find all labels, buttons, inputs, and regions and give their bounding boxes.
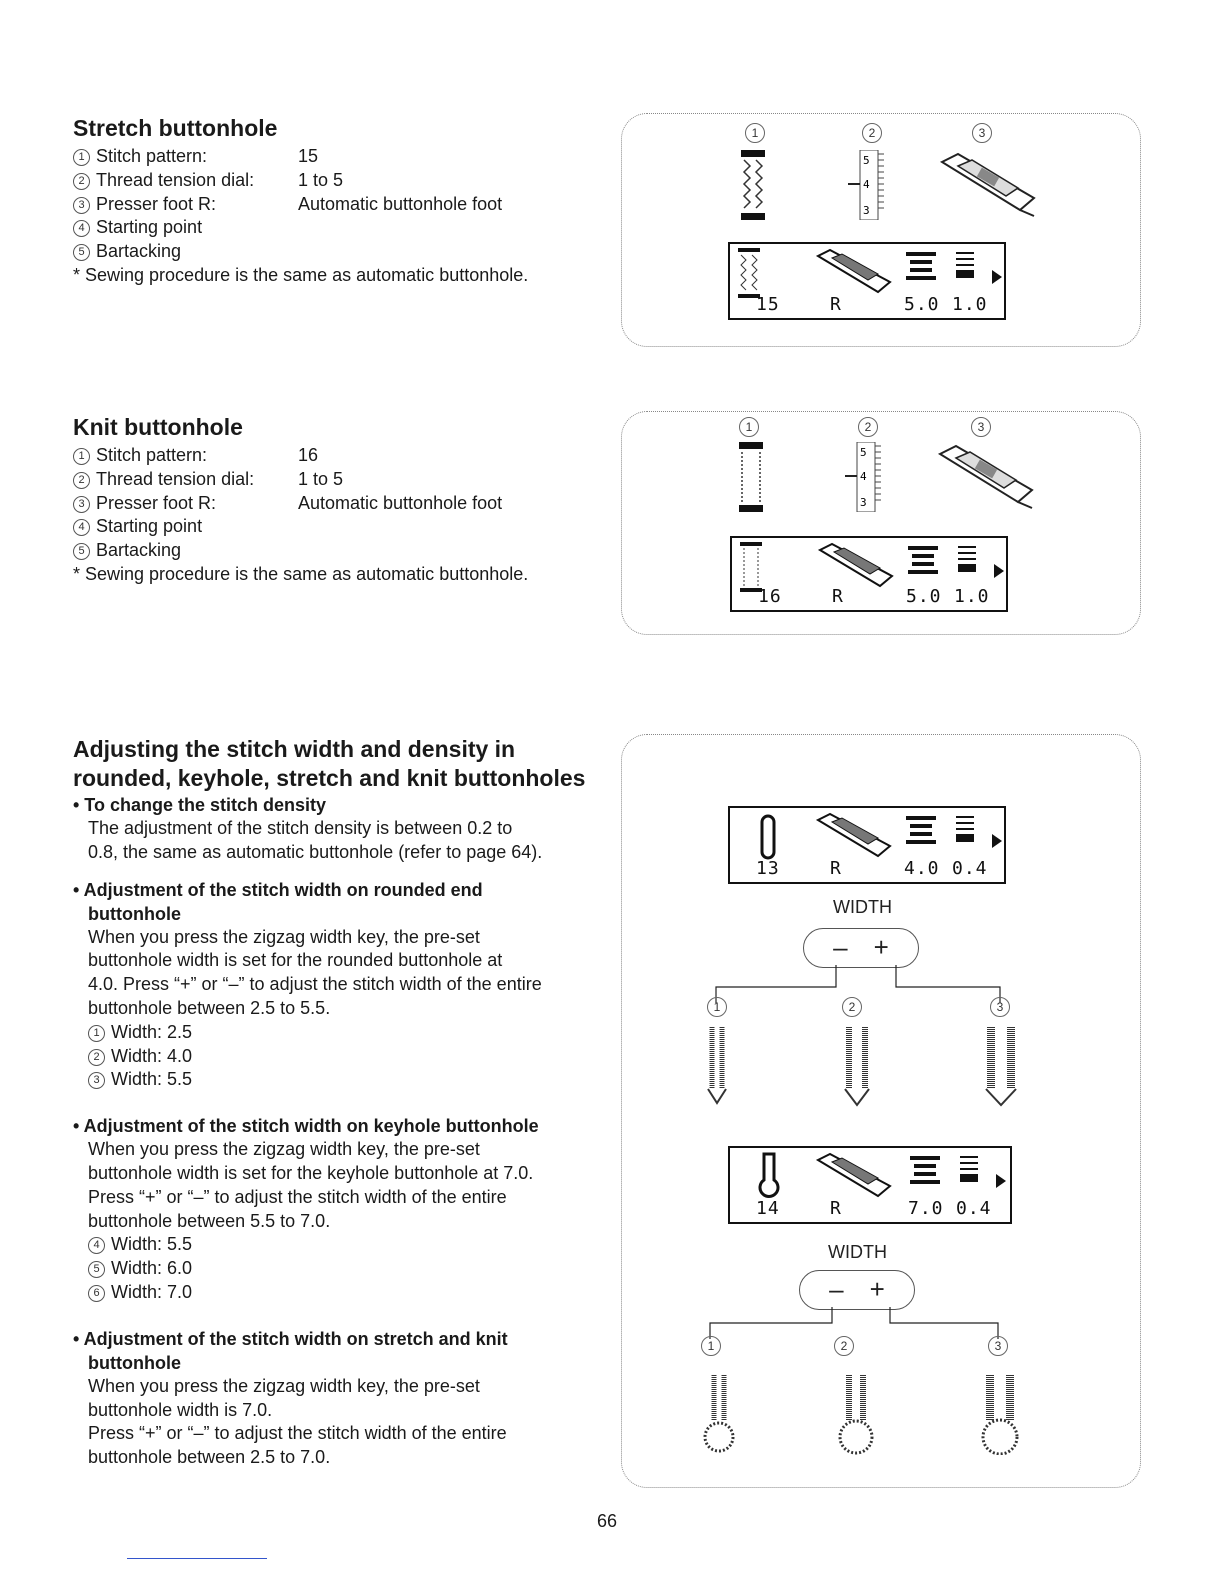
rounded-line: 4.0. Press “+” or “–” to adjust the stitch width of the entire bbox=[88, 974, 542, 995]
stretch-figure-panel bbox=[621, 113, 1141, 347]
figure-label-1: 1 bbox=[739, 417, 759, 437]
rounded-heading-line2: buttonhole bbox=[88, 903, 181, 924]
keyhole-buttonhole-medium bbox=[830, 1375, 886, 1455]
stretch-row-2 bbox=[73, 169, 528, 193]
stretch-row-5 bbox=[73, 240, 528, 264]
foot-icon bbox=[818, 542, 894, 590]
arrow-right-icon bbox=[992, 270, 1002, 284]
figure-label-3: 3 bbox=[988, 1336, 1008, 1356]
stretch-row-4 bbox=[73, 216, 528, 240]
width-icon bbox=[904, 252, 938, 292]
density-line: 0.8, the same as automatic buttonhole (refer to page 64). bbox=[88, 841, 543, 862]
stretch-row-3 bbox=[73, 193, 528, 217]
stretch-section bbox=[73, 114, 528, 288]
row-value: Automatic buttonhole foot bbox=[298, 492, 503, 513]
adjust-section bbox=[73, 735, 613, 1470]
stretch-title: Stretch buttonhole bbox=[73, 115, 278, 141]
stretch-note: * Sewing procedure is the same as automatic buttonhole. bbox=[73, 264, 529, 285]
figure-label-2: 2 bbox=[842, 997, 862, 1017]
stretchknit-line: When you press the zigzag width key, the pre-set bbox=[88, 1375, 480, 1396]
density-icon bbox=[954, 546, 980, 586]
figure-label-3: 3 bbox=[971, 417, 991, 437]
stretchknit-block bbox=[73, 1327, 613, 1470]
row-label: Thread tension dial: bbox=[96, 468, 255, 489]
knit-row-3 bbox=[73, 492, 528, 516]
rounded-buttonhole-narrow bbox=[702, 1027, 736, 1107]
row-value: 16 bbox=[298, 445, 319, 465]
foot-icon bbox=[816, 812, 892, 860]
circled-num: 4 bbox=[73, 220, 90, 237]
tension-dial-icon bbox=[841, 442, 881, 512]
lcd-density: 0.4 bbox=[956, 1198, 992, 1219]
adjust-figure-panel bbox=[621, 734, 1141, 1488]
page-number: 66 bbox=[597, 1511, 618, 1531]
keyhole-buttonhole-wide bbox=[972, 1375, 1032, 1455]
keyhole-heading: • Adjustment of the stitch width on keyhole buttonhole bbox=[73, 1116, 539, 1137]
lcd-foot: R bbox=[830, 858, 842, 879]
keyhole-line: Press “+” or “–” to adjust the stitch width of the entire bbox=[88, 1186, 507, 1207]
width-key[interactable] bbox=[803, 928, 919, 968]
knit-row-1 bbox=[73, 444, 528, 468]
rounded-heading-line1: • Adjustment of the stitch width on rounded end bbox=[73, 879, 483, 900]
item-text: Width: 7.0 bbox=[111, 1281, 193, 1302]
width-icon bbox=[908, 1156, 942, 1196]
width-connector-lines bbox=[712, 965, 1012, 1005]
circled-num: 3 bbox=[88, 1072, 105, 1089]
lcd-width: 5.0 bbox=[906, 586, 942, 607]
knit-stitch-icon bbox=[736, 442, 766, 512]
stitch-icon bbox=[736, 248, 762, 298]
circled-num: 1 bbox=[73, 149, 90, 166]
plus-button[interactable]: + bbox=[873, 932, 889, 962]
figure-label-2: 2 bbox=[862, 123, 882, 143]
keyhole-block bbox=[73, 1114, 613, 1305]
keyhole-buttonhole-narrow bbox=[698, 1375, 744, 1455]
stretchknit-line: Press “+” or “–” to adjust the stitch width of the entire bbox=[88, 1423, 507, 1444]
lcd-foot: R bbox=[830, 1198, 842, 1219]
rounded-line: When you press the zigzag width key, the pre-set bbox=[88, 926, 480, 947]
width-icon bbox=[906, 546, 940, 586]
lcd-density: 0.4 bbox=[952, 858, 988, 879]
keyhole-line: When you press the zigzag width key, the pre-set bbox=[88, 1139, 480, 1160]
knit-row-4 bbox=[73, 515, 528, 539]
width-label: WIDTH bbox=[828, 1242, 887, 1262]
width-icon bbox=[904, 816, 938, 856]
rounded-lcd-display bbox=[728, 806, 1006, 884]
item-text: Width: 5.5 bbox=[111, 1069, 193, 1090]
row-label: Stitch pattern: bbox=[96, 445, 208, 465]
circled-num: 1 bbox=[88, 1025, 105, 1042]
lcd-width: 5.0 bbox=[904, 294, 940, 315]
stretch-stitch-icon bbox=[738, 150, 768, 220]
arrow-right-icon bbox=[992, 834, 1002, 848]
lcd-width: 7.0 bbox=[908, 1198, 944, 1219]
row-label: Stitch pattern: bbox=[96, 146, 208, 166]
dial-mark-3: 3 bbox=[863, 204, 870, 217]
figure-label-1: 1 bbox=[701, 1336, 721, 1356]
knit-section bbox=[73, 413, 528, 587]
circled-num: 3 bbox=[73, 496, 90, 513]
rounded-line: buttonhole between 2.5 to 5.5. bbox=[88, 997, 331, 1018]
row-value: 1 to 5 bbox=[298, 468, 344, 489]
keyhole-item bbox=[88, 1257, 613, 1281]
rounded-body bbox=[73, 926, 613, 1093]
dial-mark-4: 4 bbox=[863, 178, 870, 191]
row-value: Automatic buttonhole foot bbox=[298, 193, 503, 214]
keyhole-buttonhole-icon bbox=[756, 1152, 782, 1202]
stretch-row-1 bbox=[73, 145, 528, 169]
circled-num: 5 bbox=[73, 543, 90, 560]
circled-num: 4 bbox=[88, 1237, 105, 1254]
keyhole-lcd-display bbox=[728, 1146, 1012, 1224]
row-label: Bartacking bbox=[96, 540, 182, 561]
knit-figure-panel bbox=[621, 411, 1141, 635]
arrow-right-icon bbox=[996, 1174, 1006, 1188]
presser-foot-icon bbox=[936, 444, 1036, 510]
keyhole-item bbox=[88, 1233, 613, 1257]
item-text: Width: 4.0 bbox=[111, 1045, 193, 1066]
stitch-icon bbox=[738, 542, 764, 592]
circled-num: 5 bbox=[88, 1261, 105, 1278]
knit-lcd-display bbox=[730, 536, 1008, 612]
circled-num: 4 bbox=[73, 519, 90, 536]
row-value: 15 bbox=[298, 146, 319, 166]
density-icon bbox=[952, 816, 978, 856]
keyhole-item bbox=[88, 1281, 613, 1305]
row-label: Starting point bbox=[96, 516, 203, 537]
item-text: Width: 6.0 bbox=[111, 1258, 193, 1279]
row-value: 1 to 5 bbox=[298, 169, 344, 190]
row-label: Presser foot R: bbox=[96, 492, 217, 513]
stretch-lcd-display bbox=[728, 242, 1006, 320]
density-heading: • To change the stitch density bbox=[73, 795, 327, 815]
figure-label-2: 2 bbox=[858, 417, 878, 437]
knit-row-5 bbox=[73, 539, 528, 563]
lcd-pattern: 14 bbox=[756, 1198, 780, 1219]
figure-label-1: 1 bbox=[707, 997, 727, 1017]
circled-num: 2 bbox=[73, 472, 90, 489]
density-line: The adjustment of the stitch density is between 0.2 to bbox=[88, 818, 513, 838]
rounded-item bbox=[88, 1045, 613, 1069]
dial-mark-5: 5 bbox=[863, 154, 870, 167]
foot-icon bbox=[816, 1152, 892, 1200]
rounded-buttonhole-icon bbox=[760, 814, 776, 860]
presser-foot-icon bbox=[938, 152, 1038, 218]
item-text: Width: 2.5 bbox=[111, 1021, 193, 1042]
knit-note: * Sewing procedure is the same as automatic buttonhole. bbox=[73, 563, 529, 584]
minus-button[interactable]: – bbox=[833, 932, 848, 962]
circled-num: 6 bbox=[88, 1285, 105, 1302]
lcd-density: 1.0 bbox=[954, 586, 990, 607]
figure-label-3: 3 bbox=[990, 997, 1010, 1017]
lcd-foot: R bbox=[832, 586, 844, 607]
circled-num: 2 bbox=[73, 173, 90, 190]
adjust-title-line1: Adjusting the stitch width and density in bbox=[73, 736, 516, 762]
rounded-item bbox=[88, 1021, 613, 1045]
dial-mark-5: 5 bbox=[860, 446, 867, 459]
stretchknit-line: buttonhole between 2.5 to 7.0. bbox=[88, 1447, 331, 1468]
circled-num: 1 bbox=[73, 448, 90, 465]
keyhole-line: buttonhole width is set for the keyhole buttonhole at 7.0. bbox=[88, 1162, 534, 1183]
lcd-density: 1.0 bbox=[952, 294, 988, 315]
lcd-foot: R bbox=[830, 294, 842, 315]
density-icon bbox=[956, 1156, 982, 1196]
figure-label-3: 3 bbox=[972, 123, 992, 143]
row-label: Starting point bbox=[96, 217, 203, 238]
item-text: Width: 5.5 bbox=[111, 1234, 193, 1255]
circled-num: 2 bbox=[88, 1049, 105, 1066]
stretchknit-heading-line2: buttonhole bbox=[88, 1352, 181, 1373]
rounded-line: buttonhole width is set for the rounded buttonhole at bbox=[88, 950, 503, 971]
stretchknit-line: buttonhole width is 7.0. bbox=[88, 1399, 273, 1420]
knit-title: Knit buttonhole bbox=[73, 414, 243, 440]
circled-num: 5 bbox=[73, 244, 90, 261]
figure-label-2: 2 bbox=[834, 1336, 854, 1356]
stretchknit-body bbox=[73, 1375, 613, 1470]
density-icon bbox=[952, 252, 978, 292]
knit-row-2 bbox=[73, 468, 528, 492]
row-label: Presser foot R: bbox=[96, 193, 217, 214]
arrow-right-icon bbox=[994, 564, 1004, 578]
lcd-pattern: 16 bbox=[758, 586, 782, 607]
lcd-pattern: 15 bbox=[756, 294, 780, 315]
lcd-pattern: 13 bbox=[756, 858, 780, 879]
circled-num: 3 bbox=[73, 197, 90, 214]
width-connector-lines bbox=[708, 1307, 1008, 1347]
dial-mark-4: 4 bbox=[860, 470, 867, 483]
keyhole-body bbox=[73, 1138, 613, 1305]
foot-icon bbox=[816, 248, 892, 296]
rounded-buttonhole-wide bbox=[982, 1027, 1022, 1107]
stretchknit-heading-line1: • Adjustment of the stitch width on stretch and knit bbox=[73, 1328, 508, 1349]
figure-label-1: 1 bbox=[745, 123, 765, 143]
width-label: WIDTH bbox=[833, 897, 892, 917]
rounded-buttonhole-medium bbox=[840, 1027, 876, 1107]
rounded-item bbox=[88, 1068, 613, 1092]
adjust-title-line2: rounded, keyhole, stretch and knit buttonholes bbox=[73, 765, 586, 791]
row-label: Thread tension dial: bbox=[96, 169, 255, 190]
tension-dial-icon bbox=[844, 150, 884, 220]
lcd-width: 4.0 bbox=[904, 858, 940, 879]
minus-button[interactable]: – bbox=[829, 1274, 844, 1304]
rounded-block bbox=[73, 878, 613, 1093]
footer-rule bbox=[127, 1558, 267, 1559]
row-label: Bartacking bbox=[96, 241, 182, 262]
density-body bbox=[73, 817, 613, 865]
width-key[interactable] bbox=[799, 1270, 915, 1310]
dial-mark-3: 3 bbox=[860, 496, 867, 509]
plus-button[interactable]: + bbox=[869, 1274, 885, 1304]
keyhole-line: buttonhole between 5.5 to 7.0. bbox=[88, 1210, 331, 1231]
